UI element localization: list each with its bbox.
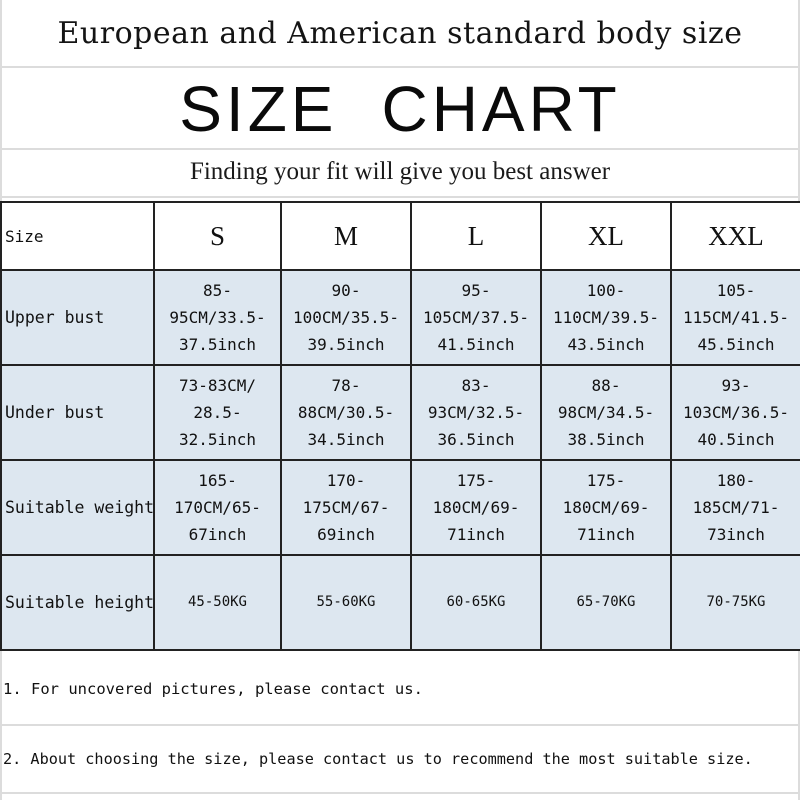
size-header-row — [1, 202, 800, 270]
table-cell: 65-70KG — [541, 555, 671, 650]
table-cell: 100- 110CM/39.5- 43.5inch — [541, 270, 671, 365]
table-cell: 83- 93CM/32.5- 36.5inch — [411, 365, 541, 460]
page-title — [0, 70, 800, 148]
table-row-suitable-weight — [1, 460, 800, 555]
table-cell: 90- 100CM/35.5- 39.5inch — [281, 270, 411, 365]
grid-line — [0, 724, 800, 726]
size-s-header: S — [154, 202, 281, 270]
table-cell: 60-65KG — [411, 555, 541, 650]
grid-line — [0, 66, 800, 68]
row-label-suitable-weight: Suitable weight — [1, 460, 154, 555]
table-row-upper-bust — [1, 270, 800, 365]
table-cell: 88- 98CM/34.5- 38.5inch — [541, 365, 671, 460]
size-chart-table — [0, 201, 800, 651]
table-row-under-bust — [1, 365, 800, 460]
table-cell: 73-83CM/ 28.5- 32.5inch — [154, 365, 281, 460]
table-cell: 175- 180CM/69- 71inch — [411, 460, 541, 555]
table-cell: 78- 88CM/30.5- 34.5inch — [281, 365, 411, 460]
table-cell: 93- 103CM/36.5- 40.5inch — [671, 365, 800, 460]
table-cell: 95- 105CM/37.5- 41.5inch — [411, 270, 541, 365]
note-uncovered-pictures: 1. For uncovered pictures, please contact us. — [3, 680, 423, 698]
table-cell: 55-60KG — [281, 555, 411, 650]
table-cell: 70-75KG — [671, 555, 800, 650]
title-word-chart: CHART — [381, 73, 621, 145]
table-cell: 105- 115CM/41.5- 45.5inch — [671, 270, 800, 365]
size-xxl-header: XXL — [671, 202, 800, 270]
table-cell: 165- 170CM/65- 67inch — [154, 460, 281, 555]
row-label-upper-bust: Upper bust — [1, 270, 154, 365]
table-cell: 85- 95CM/33.5- 37.5inch — [154, 270, 281, 365]
tagline: Finding your fit will give you best answer — [189, 158, 611, 185]
title-word-size: SIZE — [179, 73, 338, 145]
grid-line — [0, 196, 800, 198]
note-choosing-size: 2. About choosing the size, please contact us to recommend the most suitable size. — [3, 750, 753, 768]
size-m-header: M — [281, 202, 411, 270]
row-label-suitable-height: Suitable height — [1, 555, 154, 650]
table-cell: 175- 180CM/69- 71inch — [541, 460, 671, 555]
header-subtitle-top: European and American standard body size — [57, 15, 743, 51]
table-cell: 170- 175CM/67- 69inch — [281, 460, 411, 555]
table-cell: 180- 185CM/71- 73inch — [671, 460, 800, 555]
table-cell: 45-50KG — [154, 555, 281, 650]
grid-line — [0, 792, 800, 794]
size-column-label: Size — [1, 202, 154, 270]
size-xl-header: XL — [541, 202, 671, 270]
row-label-under-bust: Under bust — [1, 365, 154, 460]
table-row-suitable-height — [1, 555, 800, 650]
size-l-header: L — [411, 202, 541, 270]
